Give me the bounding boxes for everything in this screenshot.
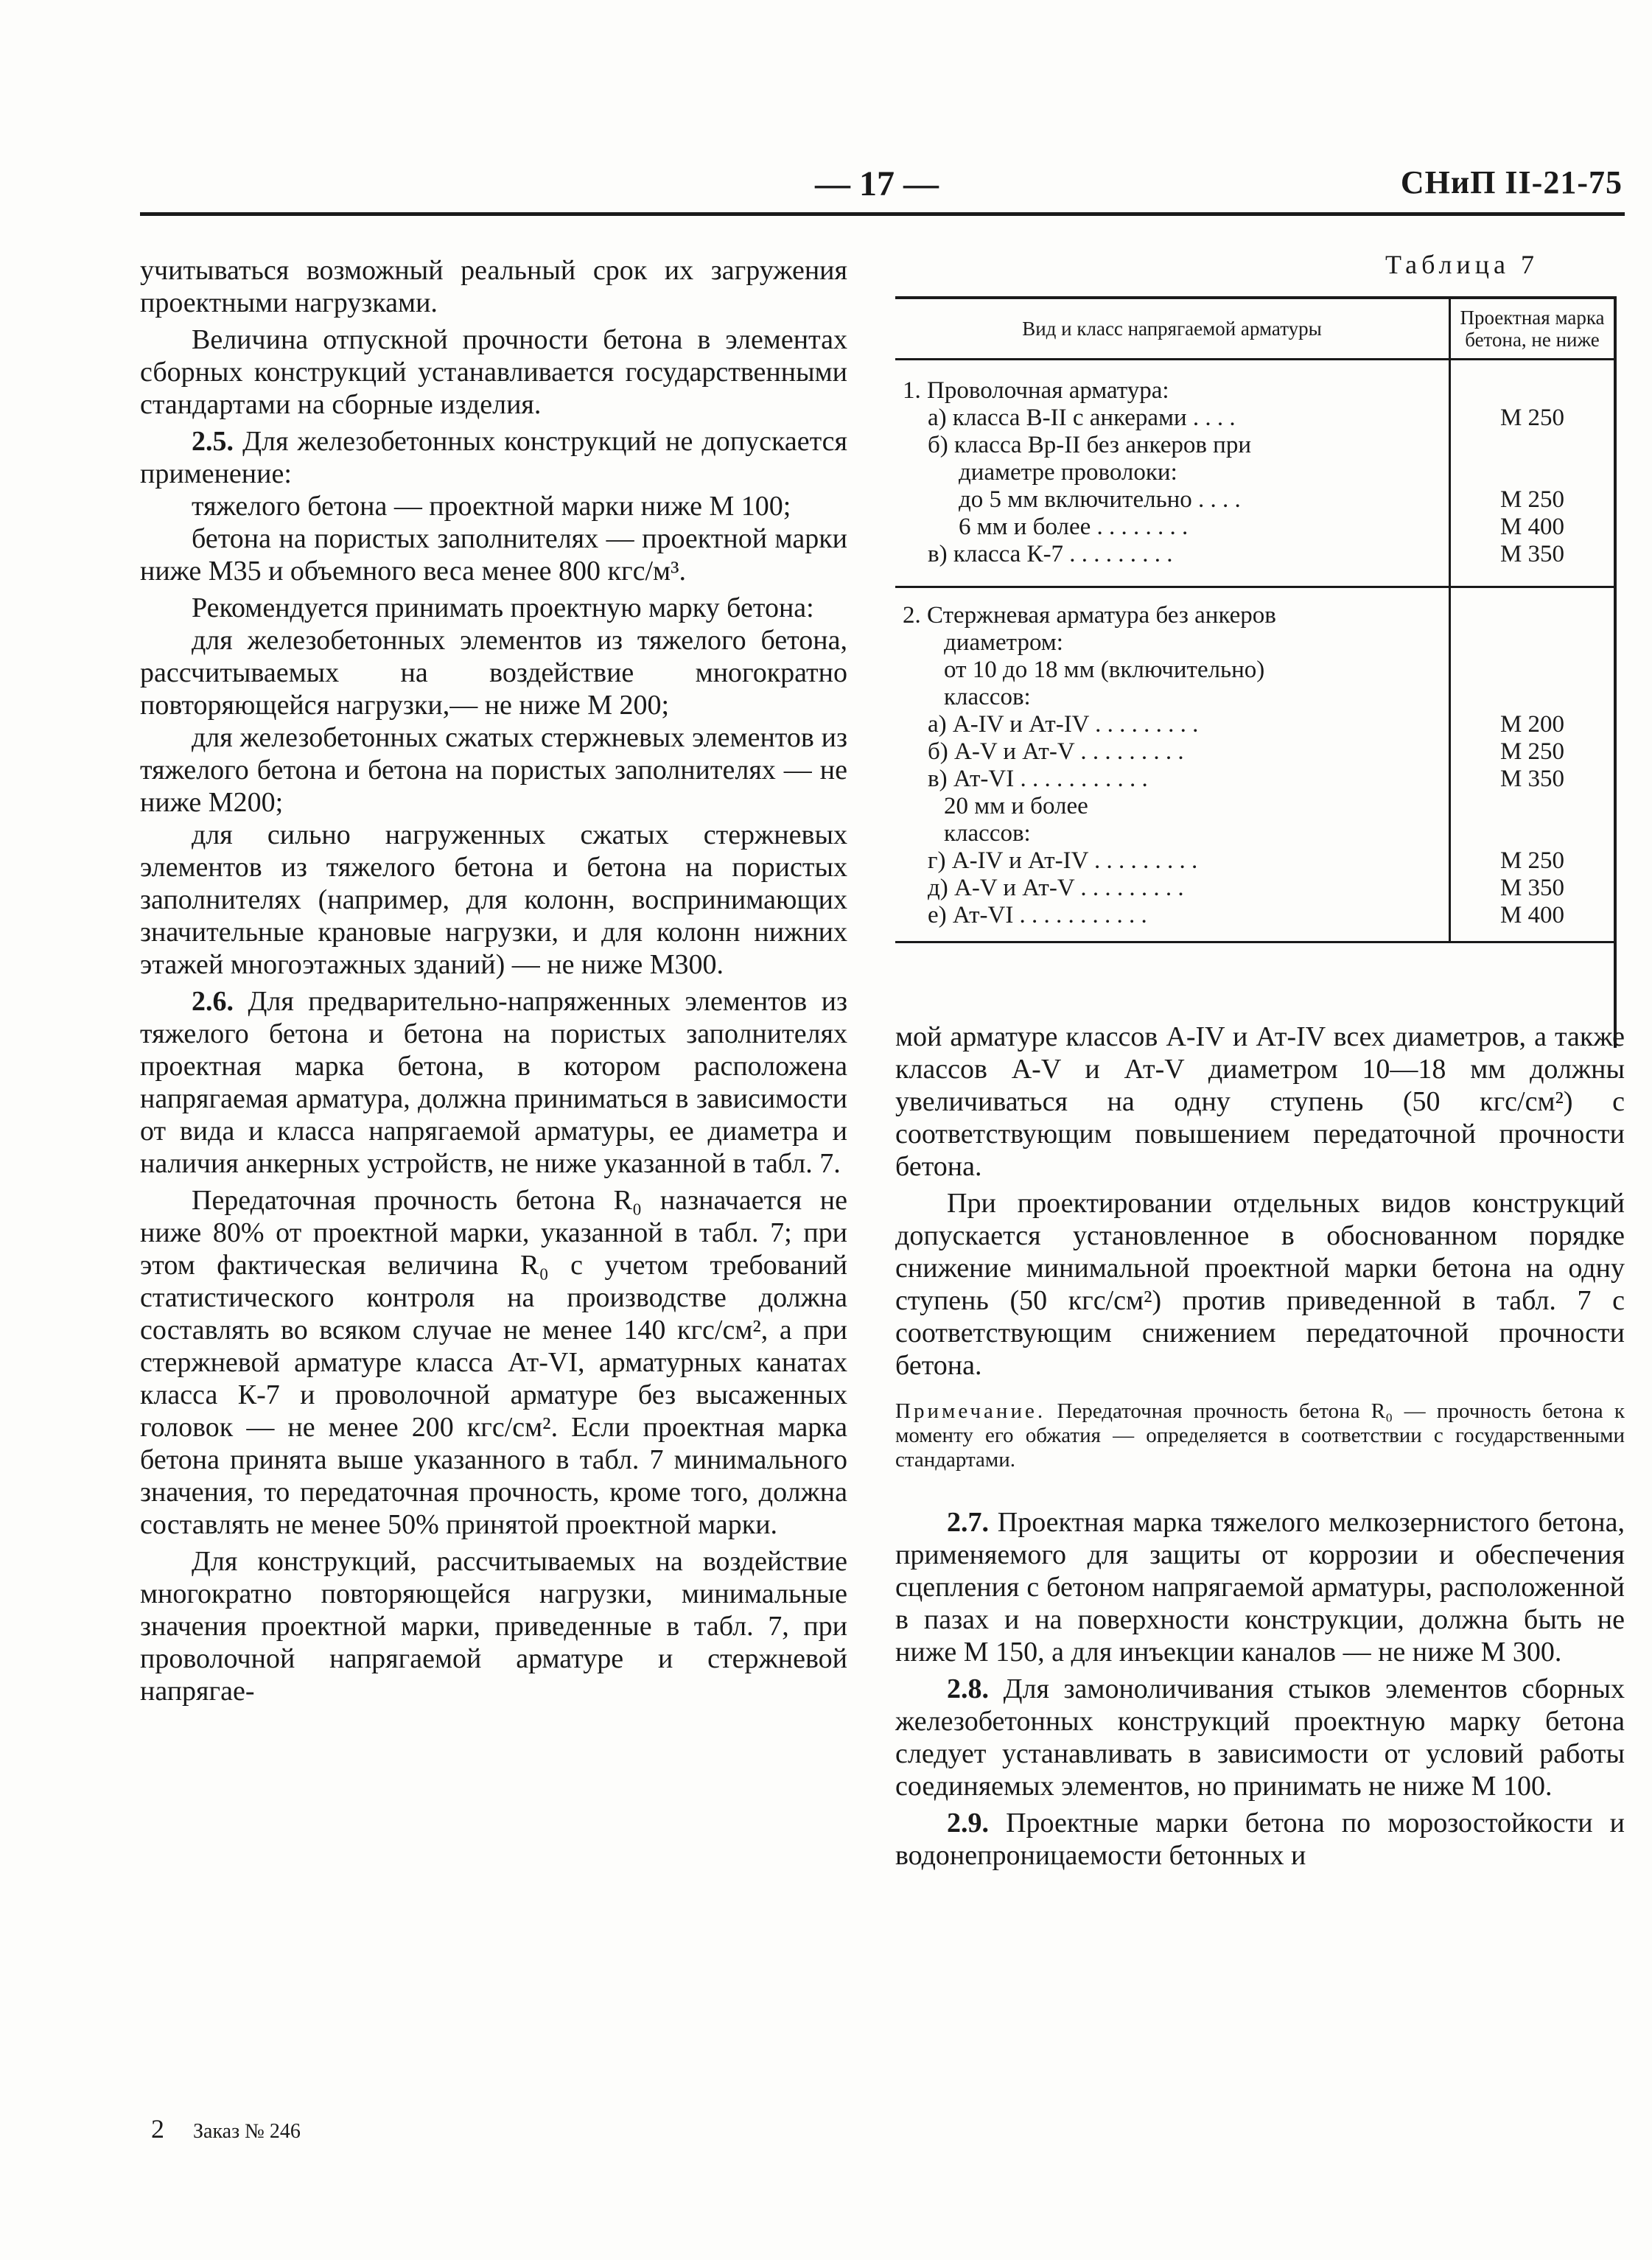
table-value: M 250 xyxy=(1499,847,1565,874)
table-cell: в) Ат-VI . . . . . . . . . . . xyxy=(895,766,1450,793)
note-label: Примечание. xyxy=(895,1399,1046,1423)
table-value: M 400 xyxy=(1499,513,1565,540)
paragraph-text: Для железобетонных конструкций не допускается применение: xyxy=(140,426,847,489)
table-value: M 400 xyxy=(1499,901,1565,928)
table-value: M 350 xyxy=(1499,765,1565,792)
table-value xyxy=(1450,459,1614,486)
table-value: M 350 xyxy=(1499,874,1565,901)
note-text: Передаточная прочность бетона R₀ — прочность бетона к моменту его обжатия — определяется в соответствии с государственными стандартами. xyxy=(895,1399,1625,1472)
header-rule xyxy=(140,212,1625,216)
paragraph: При проектировании отдельных видов конструкций допускается установленное в обоснованном порядке снижение минимальной проектной марки бетона на одну ступень (50 кгс/см²) против приведенной в табл. 7 с соответствующим снижением передаточной прочности бетона. xyxy=(895,1188,1625,1381)
paragraph: бетона на пористых заполнителях — проектной марки ниже М35 и объемного веса менее 800 кгс/м³. xyxy=(140,523,847,587)
left-column xyxy=(140,254,847,1707)
table-cell: 6 мм и более . . . . . . . . xyxy=(895,514,1450,541)
paragraph: Величина отпускной прочности бетона в элементах сборных конструкций устанавливается государственными стандартами на сборные изделия. xyxy=(140,324,847,420)
table-value: M 350 xyxy=(1499,540,1565,567)
order-number: Заказ № 246 xyxy=(193,2120,301,2143)
table-cell: классов: xyxy=(895,684,1450,711)
table-header-type: Вид и класс напрягаемой арматуры xyxy=(895,298,1450,360)
section-2-5 xyxy=(140,425,847,490)
document-code: СНиП II-21-75 xyxy=(1400,164,1623,200)
paragraph: учитываться возможный реальный срок их загружения проектными нагрузками. xyxy=(140,255,847,318)
paragraph: Рекомендуется принимать проектную марку бетона: xyxy=(192,592,814,623)
paragraph: для сильно нагруженных сжатых стержневых элементов из тяжелого бетона и бетона на пористых заполнителях (например, для колонн, воспринимающих значительные крановые нагрузки, и для колонн нижних этажей многоэтажных зданий) — не ниже М300. xyxy=(140,819,847,980)
section-number: 2.7. xyxy=(947,1507,989,1538)
note xyxy=(895,1399,1625,1472)
table-cell: диаметре проволоки: xyxy=(895,459,1450,486)
paragraph: для железобетонных элементов из тяжелого бетона, рассчитываемых на воздействие многократно повторяющейся нагрузки,— не ниже М 200; xyxy=(140,625,847,721)
table-value xyxy=(1450,820,1614,847)
section-2-9 xyxy=(895,1807,1625,1872)
table-cell: 2. Стержневая арматура без анкеров xyxy=(895,602,1450,629)
paragraph: тяжелого бетона — проектной марки ниже М 100; xyxy=(192,491,791,522)
section-2-7 xyxy=(895,1506,1625,1668)
table-cell: а) класса B-II с анкерами . . . . xyxy=(895,405,1450,432)
table-value xyxy=(1450,793,1614,820)
section-number: 2.6. xyxy=(192,986,234,1017)
paragraph: для железобетонных сжатых стержневых элементов из тяжелого бетона и бетона на пористых заполнителях — не ниже М200; xyxy=(140,722,847,818)
sheet-number: 2 xyxy=(151,2114,164,2144)
footer xyxy=(151,2113,301,2144)
table-cell: от 10 до 18 мм (включительно) xyxy=(895,657,1450,684)
paragraph: Для конструкций, рассчитываемых на воздействие многократно повторяющейся нагрузки, минимальные значения проектной марки, приведенные в табл. 7, при проволочной напрягаемой арматуре и стержневой напрягае- xyxy=(140,1546,847,1707)
table-cell: классов: xyxy=(895,820,1450,847)
table-value xyxy=(1450,432,1614,459)
table-caption: Таблица 7 xyxy=(1385,250,1539,279)
table-cell: диаметром: xyxy=(895,629,1450,657)
table-cell: д) A-V и Ат-V . . . . . . . . . xyxy=(895,875,1450,902)
table-cell: 20 мм и более xyxy=(895,793,1450,820)
paragraph-text: Для замоноличивания стыков элементов сборных железобетонных конструкций проектную марку бетона следует устанавливать в зависимости от условий работы соединяемых элементов, но принимать не ниже М 100. xyxy=(895,1673,1625,1802)
section-number: 2.9. xyxy=(947,1808,989,1839)
section-number: 2.5. xyxy=(192,426,234,457)
table-cell: 1. Проволочная арматура: xyxy=(895,377,1450,405)
right-column xyxy=(895,1021,1625,1872)
table-header-grade: Проектная марка бетона, не ниже xyxy=(1450,298,1614,360)
section-2-8 xyxy=(895,1673,1625,1802)
page-number: — 17 — xyxy=(815,164,939,203)
table-cell: в) класса К-7 . . . . . . . . . xyxy=(895,541,1450,568)
table-cell: б) A-V и Ат-V . . . . . . . . . xyxy=(895,738,1450,766)
table-7 xyxy=(895,296,1614,943)
table-value xyxy=(1450,377,1614,405)
table-cell: а) A-IV и Ат-IV . . . . . . . . . xyxy=(895,711,1450,738)
section-2-6 xyxy=(140,985,847,1180)
table-value: M 200 xyxy=(1499,710,1565,738)
table-cell: до 5 мм включительно . . . . xyxy=(895,486,1450,514)
paragraph-text: Для предварительно-напряженных элементов из тяжелого бетона и бетона на пористых заполнителях проектная марка бетона, в котором расположена напрягаемая арматура, должна приниматься в зависимости от вида и класса напрягаемой арматуры, ее диаметра и наличия анкерных устройств, не ниже указанной в табл. 7. xyxy=(140,986,848,1179)
table-value: M 250 xyxy=(1499,738,1565,765)
section-number: 2.8. xyxy=(947,1673,989,1704)
table-cell: г) A-IV и Ат-IV . . . . . . . . . xyxy=(895,847,1450,875)
table-value xyxy=(1450,629,1614,657)
paragraph: Передаточная прочность бетона R₀ назначается не ниже 80% от проектной марки, указанной в табл. 7; при этом фактическая величина R₀ с учетом требований статистического контроля на производстве должна составлять во всяком случае не менее 140 кгс/см², а при стержневой арматуре класса Ат-VI, арматурных канатах класса К-7 и проволочной арматуре без высаженных головок — не менее 200 кгс/см². Если проектная марка бетона принята выше указанного в табл. 7 минимального значения, то передаточная прочность, кроме того, должна составлять не менее 50% принятой проектной марки. xyxy=(140,1185,847,1540)
table-value: M 250 xyxy=(1499,486,1565,513)
paragraph-text: Проектные марки бетона по морозостойкости и водонепроницаемости бетонных и xyxy=(895,1808,1625,1871)
table-value xyxy=(1450,684,1614,711)
table-cell: б) класса Bp-II без анкеров при xyxy=(895,432,1450,459)
table-cell: е) Ат-VI . . . . . . . . . . . xyxy=(895,902,1450,929)
paragraph-text: Проектная марка тяжелого мелкозернистого бетона, применяемого для защиты от коррозии и обеспечения сцепления с бетоном напрягаемой арматуры, расположенной в пазах и на поверхности конструкции, должна быть не ниже М 150, а для инъекции каналов — не ниже М 300. xyxy=(895,1507,1625,1668)
table-right-border xyxy=(1614,296,1617,1048)
table-value xyxy=(1450,657,1614,684)
paragraph: мой арматуре классов A-IV и Ат-IV всех диаметров, а также классов A-V и Ат-V диаметром 10—18 мм должны увеличиваться на одну ступень (50 кгс/см²) с соответствующим повышением передаточной прочности бетона. xyxy=(895,1021,1625,1182)
table-value xyxy=(1450,602,1614,629)
table-value: M 250 xyxy=(1499,404,1565,431)
